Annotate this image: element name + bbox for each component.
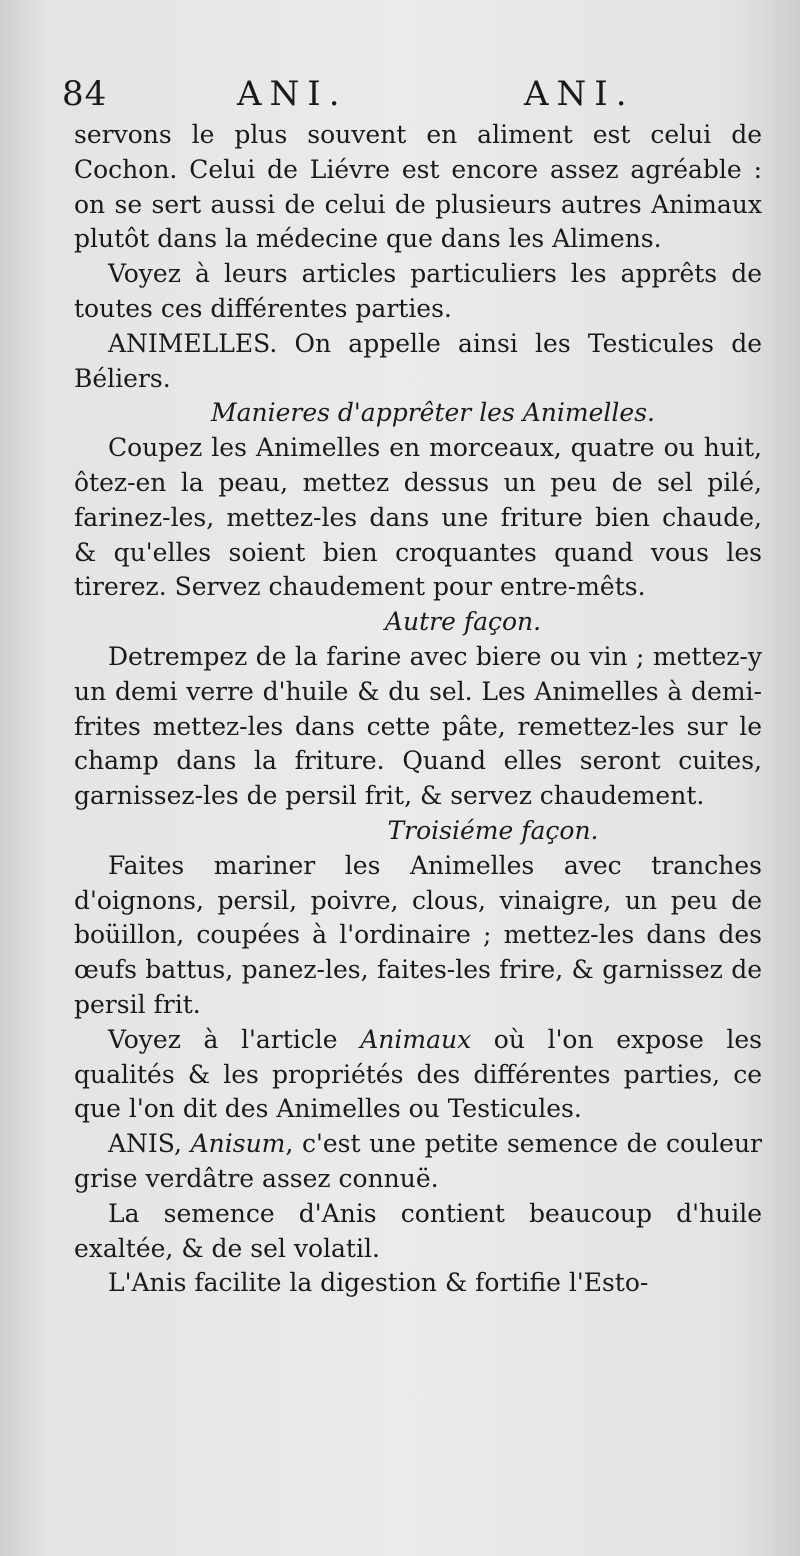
latin-term-anisum: Anisum: [190, 1129, 286, 1159]
recipe-second: Detrempez de la farine avec biere ou vin ; mettez-y un demi verre d'huile & du sel. Les Animelles à demi-frites mettez-les dans cette pâte, remettez-les sur le champ dans la friture. Quand elles seront cuites, garnissez-les de persil frit, & servez chaudement.: [74, 641, 762, 811]
italic-term-animaux: Animaux: [360, 1024, 472, 1054]
subheading-manieres: Manieres d'apprêter les Animelles.: [211, 398, 655, 428]
page-body: [74, 118, 762, 1301]
entry-anis: [74, 1127, 762, 1197]
recipe-first: Coupez les Animelles en morceaux, quatre ou huit, ôtez-en la peau, mettez dessus un peu de sel pilé, farinez-les, mettez-les dans une friture bien chaude, & qu'elles soient bien croquantes quand vous les tirerez. Servez chaudement pour entre-mêts.: [74, 433, 762, 602]
running-head-left: ANI.: [237, 74, 348, 114]
recipe-third: Faites mariner les Animelles avec tranches d'oignons, persil, poivre, clous, vinaigre, un peu de boüillon, coupées à l'ordinaire ; mettez-les dans des œufs battus, panez-les, faites-les frire, & garnissez de persil frit.: [74, 850, 762, 1019]
page-header: [62, 74, 702, 122]
paragraph-anis-seed: La semence d'Anis contient beaucoup d'huile exaltée, & de sel volatil.: [74, 1198, 762, 1263]
paragraph-anis-digestion: L'Anis facilite la digestion & fortifie l'Esto-: [108, 1268, 649, 1298]
subheading-troisieme-facon: Troisiéme façon.: [387, 815, 599, 845]
page-number: 84: [62, 74, 108, 114]
text-segment: Voyez à l'article: [108, 1024, 361, 1054]
entry-animelles: ANIMELLES. On appelle ainsi les Testicules de Béliers.: [74, 328, 762, 393]
subheading-autre-facon: Autre façon.: [384, 607, 542, 637]
text-segment: où l'on expose les qualités & les propriétés des différentes parties, ce que l'on dit des Animelles ou Testicules.: [74, 1024, 763, 1124]
paragraph-see-animaux: [74, 1023, 762, 1127]
entry-term: ANIS,: [108, 1129, 191, 1159]
running-head-right: ANI.: [524, 74, 635, 114]
paragraph-continuation: servons le plus souvent en aliment est celui de Cochon. Celui de Liévre est encore assez agréable : on se sert aussi de celui de plusieurs autres Animaux plutôt dans la médecine que dans les Alimens.: [74, 120, 762, 254]
text-segment: , c'est une petite semence de couleur grise verdâtre assez connuë.: [74, 1129, 762, 1193]
paragraph-see-articles: Voyez à leurs articles particuliers les apprêts de toutes ces différentes parties.: [74, 259, 762, 323]
